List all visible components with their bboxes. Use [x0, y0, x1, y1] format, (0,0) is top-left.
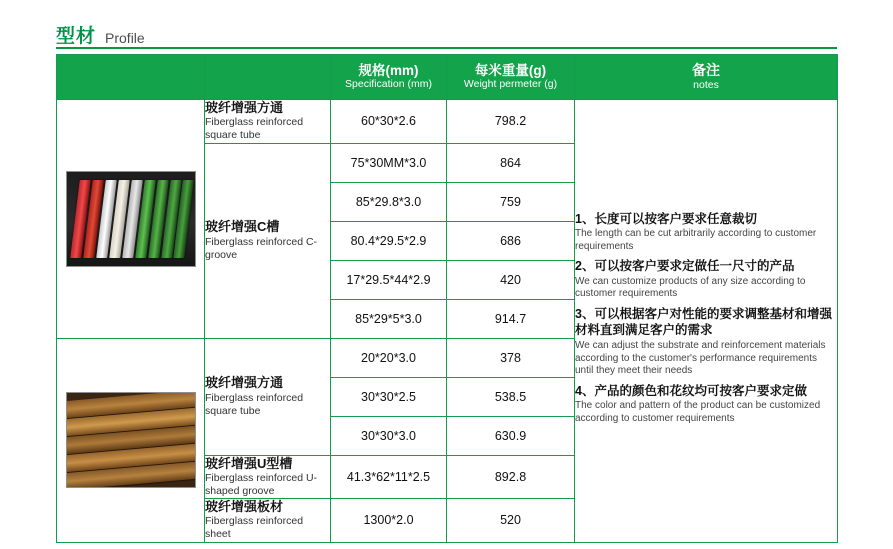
product-name-cell: [205, 338, 331, 455]
spec-value: 1300*2.0: [331, 499, 447, 543]
product-name-en: Fiberglass reinforced sheet: [205, 515, 304, 541]
note-cn: 1、长度可以按客户要求任意裁切: [575, 211, 757, 226]
spec-table-container: [56, 54, 837, 543]
note-cn: 2、可以按客户要求定做任一尺寸的产品: [575, 259, 795, 274]
product-name-cn: 玻纤增强C槽: [205, 219, 280, 235]
page-title-en: Profile: [105, 30, 145, 46]
product-name-cell: [205, 455, 331, 499]
product-name-cn: 玻纤增强板材: [205, 499, 284, 514]
product-image-cell-tubes: [57, 100, 205, 339]
spec-table: [56, 54, 838, 543]
product-name-cell: [205, 499, 331, 543]
header-divider: [56, 47, 837, 49]
note-cn: 3、可以根据客户对性能的要求调整基材和增强材料直到满足客户的需求: [575, 307, 832, 338]
weight-value: 686: [447, 221, 575, 260]
note-item: [575, 258, 837, 301]
note-en: The color and pattern of the product can be customized according to customer requirements: [575, 400, 821, 425]
col-header-weight-en: Weight permeter (g): [463, 78, 558, 91]
spec-value: 75*30MM*3.0: [331, 143, 447, 182]
colored-square-tube-photo: [66, 171, 196, 267]
spec-value: 80.4*29.5*2.9: [331, 221, 447, 260]
weight-value: 864: [447, 143, 575, 182]
note-item: [575, 383, 837, 426]
table-header-row: [57, 55, 838, 100]
spec-value: 85*29*5*3.0: [331, 299, 447, 338]
weight-value: 378: [447, 338, 575, 377]
table-row: [57, 100, 838, 144]
weight-value: 892.8: [447, 455, 575, 499]
product-name-en: Fiberglass reinforced C-groove: [205, 235, 318, 261]
spec-value: 30*30*2.5: [331, 377, 447, 416]
note-en: We can customize products of any size according to customer requirements: [575, 275, 806, 300]
wood-grain-plank-photo: [66, 392, 196, 488]
weight-value: 914.7: [447, 299, 575, 338]
notes-cell: [575, 100, 838, 543]
col-header-name: [205, 55, 331, 100]
weight-value: 798.2: [447, 100, 575, 144]
note-item: [575, 211, 837, 254]
note-item: [575, 306, 837, 378]
spec-value: 30*30*3.0: [331, 416, 447, 455]
weight-value: 759: [447, 182, 575, 221]
spec-value: 60*30*2.6: [331, 100, 447, 144]
col-header-notes: [575, 55, 838, 100]
page-header: [56, 14, 836, 46]
col-header-spec: [331, 55, 447, 100]
weight-value: 630.9: [447, 416, 575, 455]
weight-value: 520: [447, 499, 575, 543]
product-name-en: Fiberglass reinforced square tube: [205, 391, 304, 417]
page-title-cn: 型材: [56, 26, 97, 47]
col-header-weight: [447, 55, 575, 100]
col-header-image: [57, 55, 205, 100]
col-header-spec-cn: 规格(mm): [358, 62, 419, 78]
weight-value: 538.5: [447, 377, 575, 416]
col-header-spec-en: Specification (mm): [345, 78, 432, 91]
note-en: We can adjust the substrate and reinforcement materials according to the customer's performance requirements until they meet their needs: [575, 339, 826, 377]
product-name-cell: [205, 100, 331, 144]
table-body: [57, 100, 838, 543]
col-header-weight-cn: 每米重量(g): [474, 62, 547, 78]
col-header-notes-en: notes: [693, 79, 719, 92]
note-en: The length can be cut arbitrarily according to customer requirements: [575, 227, 817, 252]
product-name-cn: 玻纤增强U型槽: [205, 455, 293, 471]
product-name-en: Fiberglass reinforced square tube: [205, 116, 304, 142]
spec-value: 17*29.5*44*2.9: [331, 260, 447, 299]
spec-value: 20*20*3.0: [331, 338, 447, 377]
weight-value: 420: [447, 260, 575, 299]
product-image-cell-wood: [57, 338, 205, 542]
product-name-cn: 玻纤增强方通: [205, 375, 284, 391]
spec-value: 85*29.8*3.0: [331, 182, 447, 221]
col-header-notes-cn: 备注: [692, 62, 720, 79]
product-name-en: Fiberglass reinforced U-shaped groove: [205, 471, 318, 497]
table-head: [57, 55, 838, 100]
product-name-cell: [205, 143, 331, 338]
note-cn: 4、产品的颜色和花纹均可按客户要求定做: [575, 384, 807, 399]
spec-value: 41.3*62*11*2.5: [331, 455, 447, 499]
product-name-cn: 玻纤增强方通: [205, 100, 284, 115]
